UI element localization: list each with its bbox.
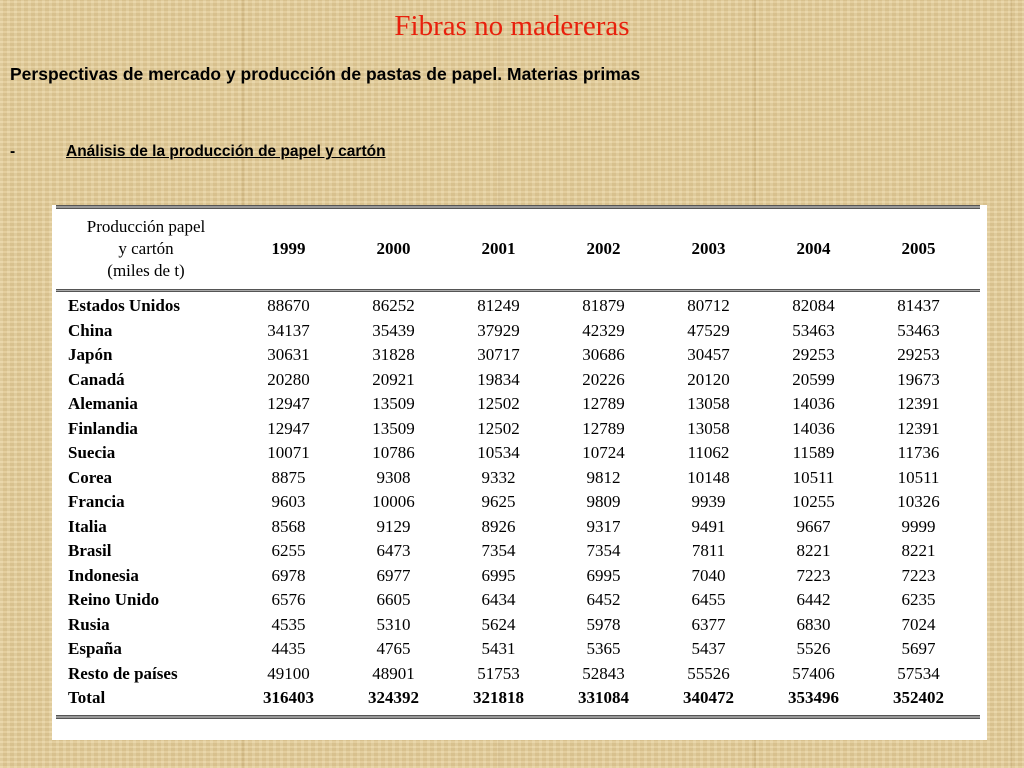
table-cell: 12789 bbox=[582, 418, 625, 438]
table-cell: 9317 bbox=[586, 516, 621, 536]
table-cell: 5624 bbox=[481, 614, 516, 634]
table-cell: 13509 bbox=[372, 418, 415, 438]
table-cell: 10786 bbox=[372, 443, 415, 463]
section-heading-text: Análisis de la producción de papel y cartón bbox=[66, 143, 386, 160]
header-year: 2001 bbox=[481, 239, 516, 258]
table-cell: 4765 bbox=[376, 639, 411, 659]
table-cell: 30631 bbox=[267, 345, 310, 365]
table-cell: 13058 bbox=[687, 394, 730, 414]
table-cell: 20280 bbox=[267, 369, 310, 389]
total-cell: 331084 bbox=[578, 688, 629, 708]
bullet-dash: - bbox=[10, 143, 16, 160]
table-cell: 7223 bbox=[901, 565, 936, 585]
table-cell: 55526 bbox=[687, 663, 730, 683]
table-cell: 34137 bbox=[267, 320, 310, 340]
table-cell: 6978 bbox=[271, 565, 306, 585]
table-cell: 10534 bbox=[477, 443, 520, 463]
header-label bbox=[56, 216, 236, 282]
table-cell: 9625 bbox=[481, 492, 516, 512]
table-cell: 6235 bbox=[901, 590, 936, 610]
table-cell: 9809 bbox=[586, 492, 621, 512]
country-name: Indonesia bbox=[68, 565, 139, 585]
country-name: Finlandia bbox=[68, 418, 138, 438]
table-cell: 9939 bbox=[691, 492, 726, 512]
total-cell: 340472 bbox=[683, 688, 734, 708]
table-panel bbox=[52, 205, 987, 740]
table-row bbox=[56, 637, 980, 662]
section-heading bbox=[10, 143, 386, 161]
header-year: 2003 bbox=[691, 239, 726, 258]
table-cell: 10724 bbox=[582, 443, 625, 463]
slide-subtitle: Perspectivas de mercado y producción de pastas de papel. Materias primas bbox=[10, 64, 641, 84]
table-cell: 12502 bbox=[477, 418, 520, 438]
table-cell: 11062 bbox=[687, 443, 730, 463]
table-cell: 10071 bbox=[267, 443, 310, 463]
country-name: Corea bbox=[68, 467, 113, 487]
table-cell: 6605 bbox=[376, 590, 411, 610]
table-cell: 12947 bbox=[267, 394, 310, 414]
table-cell: 5437 bbox=[691, 639, 726, 659]
header-year: 2004 bbox=[796, 239, 831, 258]
header-label-line: (miles de t) bbox=[107, 261, 185, 280]
country-name: Canadá bbox=[68, 369, 125, 389]
header-year: 2005 bbox=[901, 239, 936, 258]
table-cell: 5697 bbox=[901, 639, 936, 659]
table-cell: 88670 bbox=[267, 296, 310, 316]
table-cell: 9603 bbox=[271, 492, 306, 512]
table-cell: 5310 bbox=[376, 614, 411, 634]
table-cell: 86252 bbox=[372, 296, 415, 316]
table-cell: 10511 bbox=[897, 467, 940, 487]
table-cell: 4435 bbox=[271, 639, 306, 659]
table-row bbox=[56, 539, 980, 564]
table-row bbox=[56, 417, 980, 442]
table-cell: 57406 bbox=[792, 663, 835, 683]
country-name: Estados Unidos bbox=[68, 296, 180, 316]
table-row bbox=[56, 392, 980, 417]
table-cell: 51753 bbox=[477, 663, 520, 683]
total-cell: 324392 bbox=[368, 688, 419, 708]
country-name: Suecia bbox=[68, 443, 116, 463]
table-cell: 5526 bbox=[796, 639, 831, 659]
total-cell: 321818 bbox=[473, 688, 524, 708]
table-cell: 9491 bbox=[691, 516, 726, 536]
table-cell: 9129 bbox=[376, 516, 411, 536]
table-cell: 9667 bbox=[796, 516, 831, 536]
table-cell: 8875 bbox=[271, 467, 306, 487]
table-cell: 6434 bbox=[481, 590, 516, 610]
table-cell: 6576 bbox=[271, 590, 306, 610]
table-cell: 9999 bbox=[901, 516, 936, 536]
table-cell: 10006 bbox=[372, 492, 415, 512]
country-name: China bbox=[68, 320, 113, 340]
table-cell: 7223 bbox=[796, 565, 831, 585]
table-cell: 7354 bbox=[481, 541, 516, 561]
table-cell: 5365 bbox=[586, 639, 621, 659]
table-row bbox=[56, 343, 980, 368]
table-cell: 30457 bbox=[687, 345, 730, 365]
table-cell: 35439 bbox=[372, 320, 415, 340]
total-label: Total bbox=[68, 688, 106, 708]
table-cell: 20226 bbox=[582, 369, 625, 389]
table-cell: 10511 bbox=[792, 467, 835, 487]
table-row bbox=[56, 368, 980, 393]
table-cell: 6995 bbox=[481, 565, 516, 585]
table-cell: 6442 bbox=[796, 590, 831, 610]
country-name: Brasil bbox=[68, 541, 112, 561]
table-cell: 20599 bbox=[792, 369, 835, 389]
table-cell: 6452 bbox=[586, 590, 621, 610]
table-cell: 5978 bbox=[586, 614, 621, 634]
table-cell: 6977 bbox=[376, 565, 411, 585]
table-row bbox=[56, 588, 980, 613]
table-row bbox=[56, 662, 980, 687]
table-cell: 5431 bbox=[481, 639, 516, 659]
table-cell: 12789 bbox=[582, 394, 625, 414]
table-cell: 6995 bbox=[586, 565, 621, 585]
table-cell: 80712 bbox=[687, 296, 730, 316]
table-cell: 7354 bbox=[586, 541, 621, 561]
table-cell: 12391 bbox=[897, 418, 940, 438]
table-cell: 30686 bbox=[582, 345, 625, 365]
table-cell: 20921 bbox=[372, 369, 415, 389]
header-year: 1999 bbox=[271, 239, 306, 258]
header-year: 2000 bbox=[376, 239, 411, 258]
country-name: Rusia bbox=[68, 614, 110, 634]
table-cell: 82084 bbox=[792, 296, 835, 316]
table-cell: 6377 bbox=[691, 614, 726, 634]
country-name: Italia bbox=[68, 516, 107, 536]
table-cell: 29253 bbox=[897, 345, 940, 365]
table-cell: 11589 bbox=[792, 443, 835, 463]
table-bottom-rule bbox=[56, 715, 980, 719]
table-cell: 10326 bbox=[897, 492, 940, 512]
table-cell: 13509 bbox=[372, 394, 415, 414]
header-label-line: Producción papel bbox=[86, 217, 206, 236]
table-cell: 42329 bbox=[582, 320, 625, 340]
table-cell: 14036 bbox=[792, 394, 835, 414]
table-cell: 20120 bbox=[687, 369, 730, 389]
table-cell: 49100 bbox=[267, 663, 310, 683]
table-cell: 52843 bbox=[582, 663, 625, 683]
table-cell: 6830 bbox=[796, 614, 831, 634]
table-cell: 10255 bbox=[792, 492, 835, 512]
table-row bbox=[56, 613, 980, 638]
header-label-line: y cartón bbox=[118, 239, 174, 258]
country-name: España bbox=[68, 639, 122, 659]
table-cell: 12947 bbox=[267, 418, 310, 438]
country-name: Alemania bbox=[68, 394, 138, 414]
table-row bbox=[56, 466, 980, 491]
table-cell: 14036 bbox=[792, 418, 835, 438]
country-name: Reino Unido bbox=[68, 590, 160, 610]
table-cell: 8221 bbox=[901, 541, 936, 561]
table-cell: 81437 bbox=[897, 296, 940, 316]
table-cell: 8568 bbox=[271, 516, 306, 536]
table-cell: 6255 bbox=[271, 541, 306, 561]
table-header bbox=[56, 209, 980, 289]
table-cell: 13058 bbox=[687, 418, 730, 438]
table-row bbox=[56, 319, 980, 344]
table-row bbox=[56, 294, 980, 319]
table-cell: 29253 bbox=[792, 345, 835, 365]
table-cell: 6473 bbox=[376, 541, 411, 561]
table-cell: 57534 bbox=[897, 663, 940, 683]
table-cell: 9332 bbox=[481, 467, 516, 487]
table-cell: 12502 bbox=[477, 394, 520, 414]
table-cell: 7811 bbox=[691, 541, 726, 561]
table-cell: 19834 bbox=[477, 369, 520, 389]
table-cell: 37929 bbox=[477, 320, 520, 340]
table-cell: 11736 bbox=[897, 443, 940, 463]
total-cell: 352402 bbox=[893, 688, 944, 708]
table-cell: 47529 bbox=[687, 320, 730, 340]
table-cell: 53463 bbox=[897, 320, 940, 340]
table-row bbox=[56, 490, 980, 515]
country-name: Japón bbox=[68, 345, 113, 365]
header-year: 2002 bbox=[586, 239, 621, 258]
slide-title: Fibras no madereras bbox=[394, 10, 630, 42]
table-total-row bbox=[56, 686, 980, 711]
table-cell: 8926 bbox=[481, 516, 516, 536]
table-row bbox=[56, 441, 980, 466]
table-row bbox=[56, 564, 980, 589]
table-cell: 4535 bbox=[271, 614, 306, 634]
table-cell: 30717 bbox=[477, 345, 520, 365]
production-table bbox=[56, 205, 980, 719]
table-cell: 7024 bbox=[901, 614, 936, 634]
table-cell: 7040 bbox=[691, 565, 726, 585]
table-cell: 9308 bbox=[376, 467, 411, 487]
table-cell: 12391 bbox=[897, 394, 940, 414]
table-cell: 81249 bbox=[477, 296, 520, 316]
table-cell: 8221 bbox=[796, 541, 831, 561]
table-row bbox=[56, 515, 980, 540]
table-body bbox=[56, 292, 980, 711]
total-cell: 316403 bbox=[263, 688, 314, 708]
country-name: Resto de países bbox=[68, 663, 178, 683]
country-name: Francia bbox=[68, 492, 125, 512]
table-cell: 9812 bbox=[586, 467, 621, 487]
table-cell: 31828 bbox=[372, 345, 415, 365]
table-cell: 6455 bbox=[691, 590, 726, 610]
total-cell: 353496 bbox=[788, 688, 839, 708]
table-cell: 48901 bbox=[372, 663, 415, 683]
table-cell: 19673 bbox=[897, 369, 940, 389]
table-cell: 81879 bbox=[582, 296, 625, 316]
table-cell: 10148 bbox=[687, 467, 730, 487]
table-cell: 53463 bbox=[792, 320, 835, 340]
